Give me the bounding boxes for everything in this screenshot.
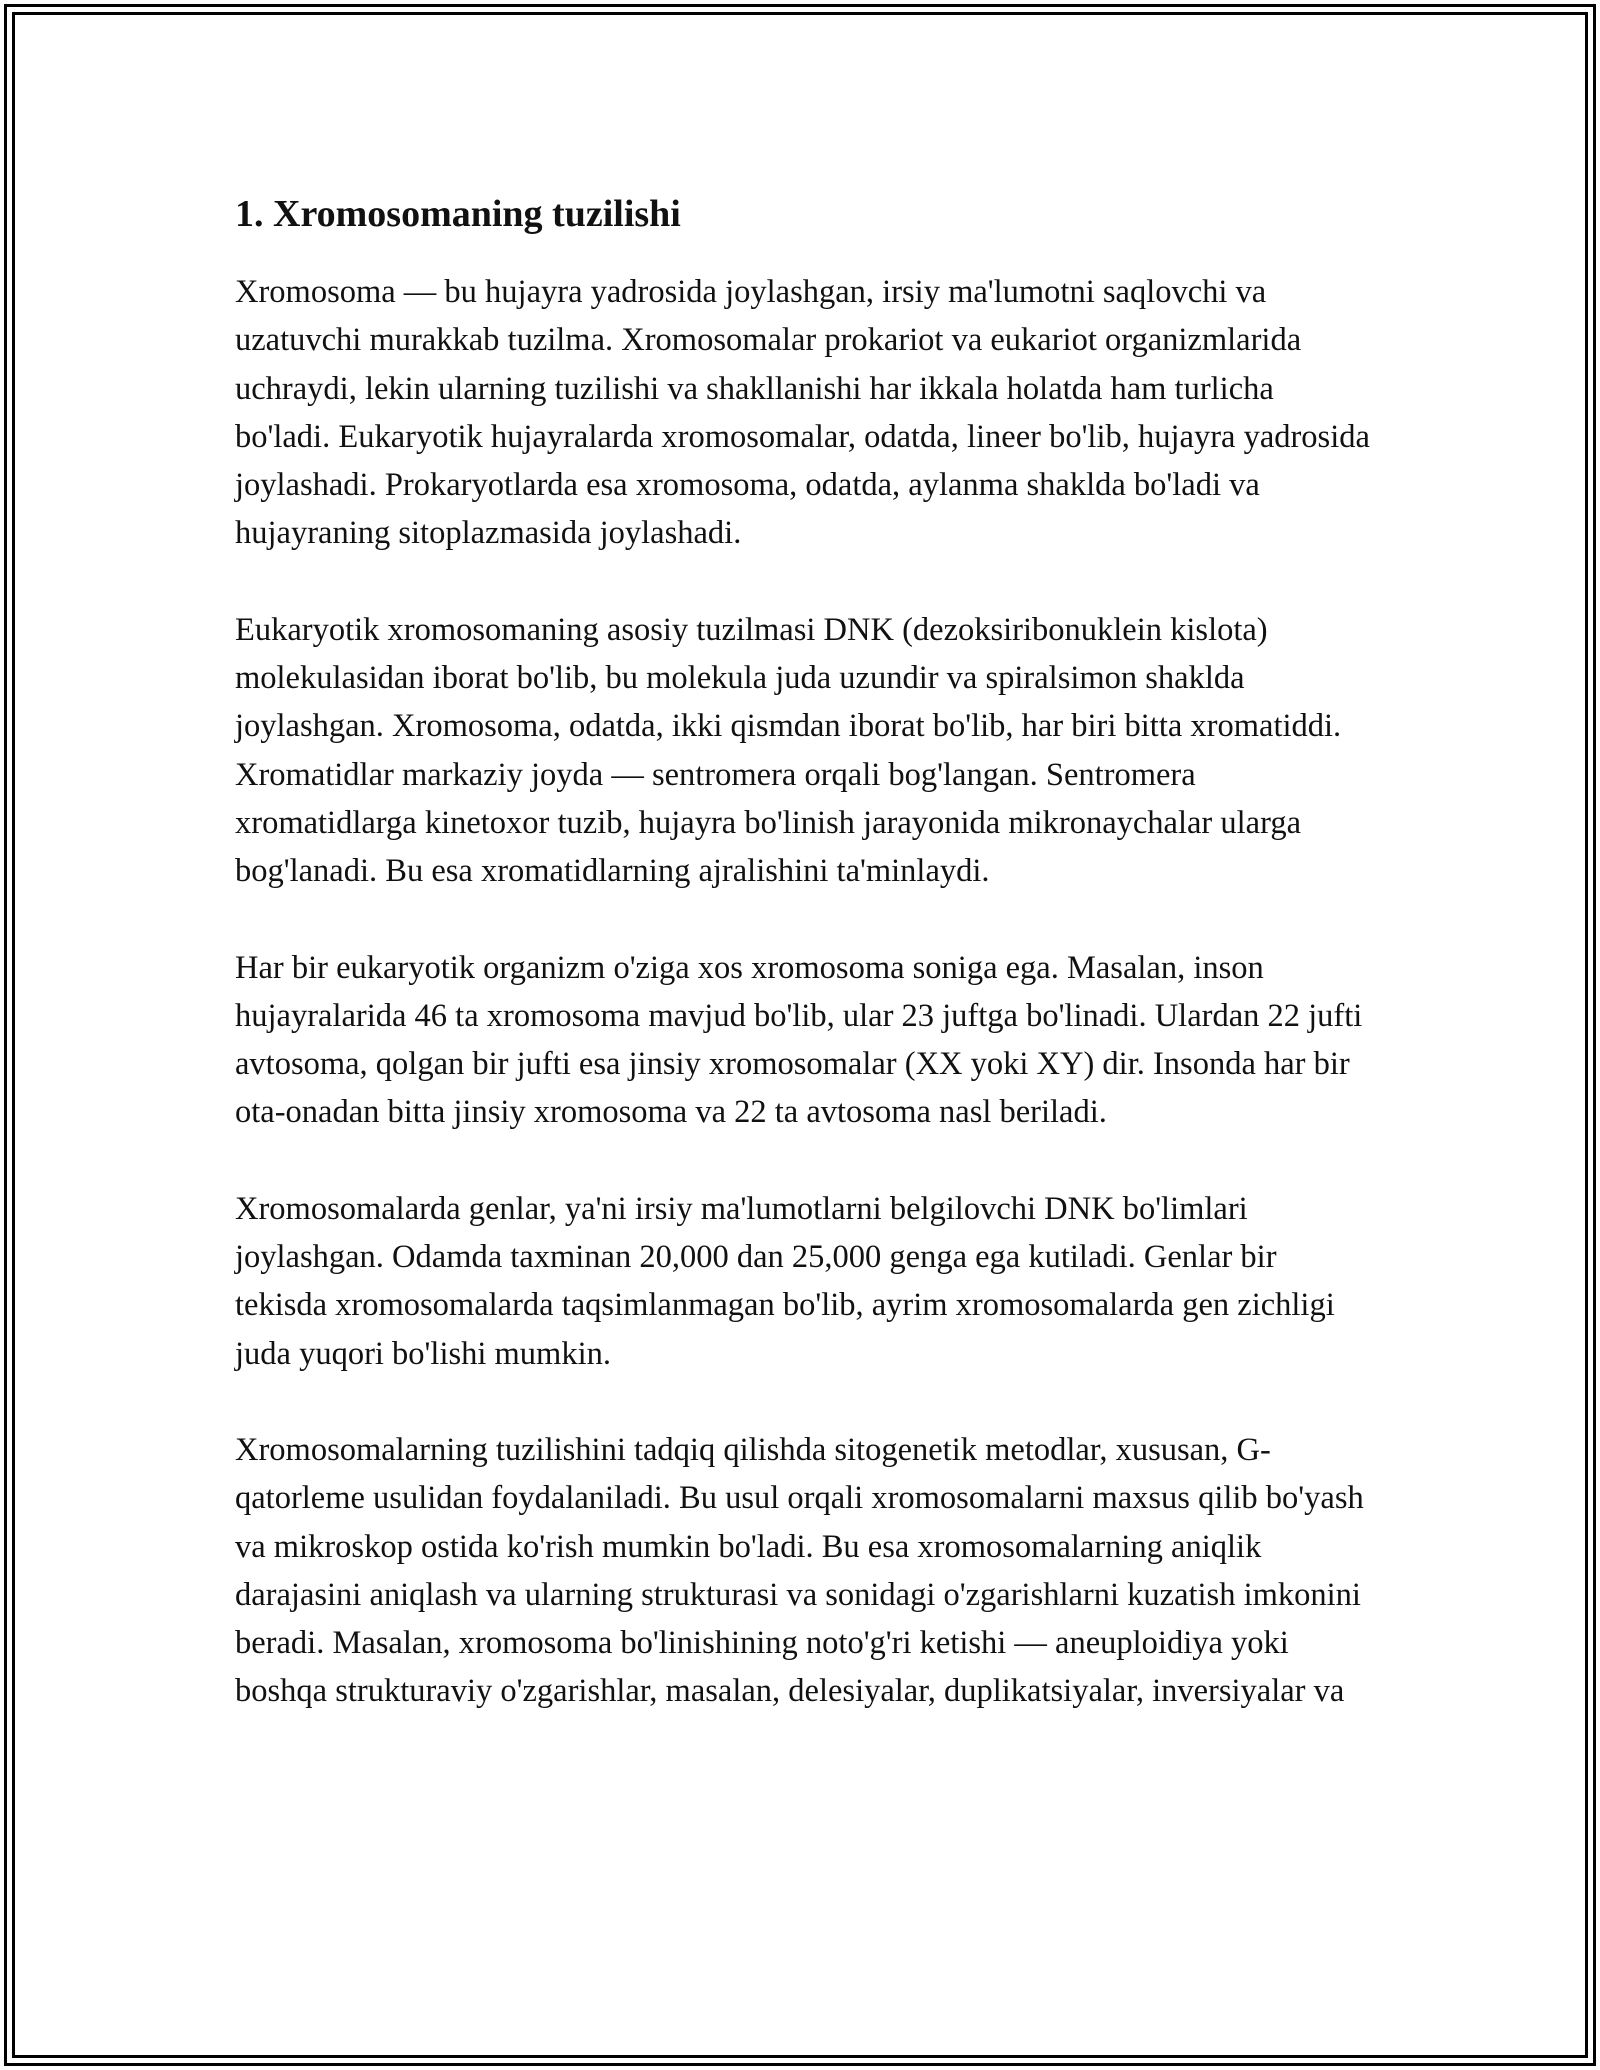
paragraph-chromosome-number: Har bir eukaryotik organizm o'ziga xos xromosoma soniga ega. Masalan, inson hujayralarida 46 ta xromosoma mavjud bo'lib, ular 23 juftga bo'linadi. Ulardan 22 jufti avtosoma, qolgan bir jufti esa jinsiy xromosomalar (XX yoki XY) dir. Insonda har bir ota-onadan bitta jinsiy xromosoma va 22 ta avtosoma nasl beriladi.	[235, 949, 1363, 1131]
paragraph-eukaryotic-structure: Eukaryotik xromosomaning asosiy tuzilmasi DNK (dezoksiribonuklein kislota) molekulasidan iborat bo'lib, bu molekula juda uzundir va spiralsimon shaklda joylashgan. Xromosoma, odatda, ikki qismdan iborat bo'lib, har biri bitta xromatiddi. Xromatidlar markaziy joyda — sentromera orqali bog'langan. Sentromera xromatidlarga kinetoxor tuzib, hujayra bo'linish jarayonida mikronaychalar ularga bog'lanadi. Bu esa xromatidlarning ajralishini ta'minlaydi.	[235, 611, 1342, 890]
paragraph-genes: Xromosomalarda genlar, ya'ni irsiy ma'lumotlarni belgilovchi DNK bo'limlari joylashgan. Odamda taxminan 20,000 dan 25,000 genga ega kutiladi. Genlar bir tekisda xromosomalarda taqsimlanmagan bo'lib, ayrim xromosomalarda gen zichligi juda yuqori bo'lishi mumkin.	[235, 1190, 1335, 1372]
document-body	[235, 186, 1375, 1764]
paragraph-cytogenetic-methods: Xromosomalarning tuzilishini tadqiq qilishda sitogenetik metodlar, xususan, G-qatorleme usulidan foydalaniladi. Bu usul orqali xromosomalarni maxsus qilib bo'yash va mikroskop ostida ko'rish mumkin bo'ladi. Bu esa xromosomalarning aniqlik darajasini aniqlash va ularning strukturasi va sonidagi o'zgarishlarni kuzatish imkonini beradi. Masalan, xromosoma bo'linishining noto'g'ri ketishi — aneuploidiya yoki boshqa strukturaviy o'zgarishlar, masalan, delesiyalar, duplikatsiyalar, inversiyalar va	[235, 1431, 1364, 1710]
paragraph-chromosome-definition: Xromosoma — bu hujayra yadrosida joylashgan, irsiy ma'lumotni saqlovchi va uzatuvchi murakkab tuzilma. Xromosomalar prokariot va eukariot organizmlarida uchraydi, lekin ularning tuzilishi va shakllanishi har ikkala holatda ham turlicha bo'ladi. Eukaryotik hujayralarda xromosomalar, odatda, lineer bo'lib, hujayra yadrosida joylashadi. Prokaryotlarda esa xromosoma, odatda, aylanma shaklda bo'ladi va hujayraning sitoplazmasida joylashadi.	[235, 274, 1370, 552]
document-title: 1. Xromosomaning tuzilishi	[235, 193, 681, 235]
